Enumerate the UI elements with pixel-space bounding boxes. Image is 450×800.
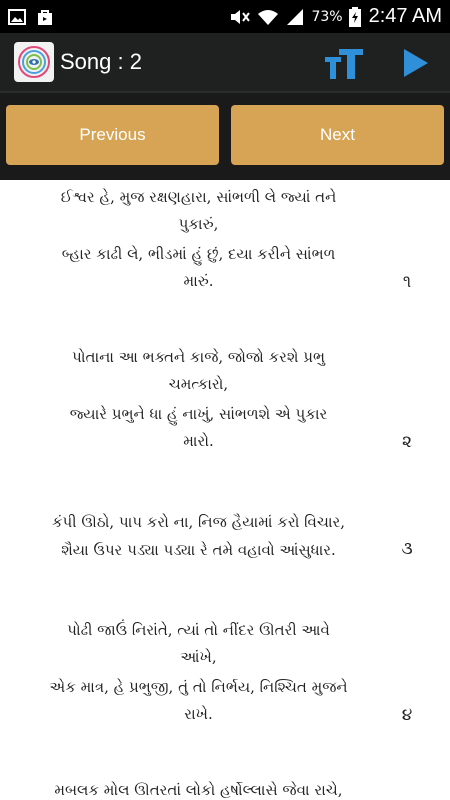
verse-line: પોઢી જાઉં નિરાંતે, ત્યાં તો નીંદર ઊતરી આવે bbox=[67, 621, 330, 639]
status-time: 2:47 AM bbox=[368, 5, 442, 27]
verse-line: પુકારું, bbox=[178, 215, 219, 233]
signal-icon bbox=[285, 8, 305, 26]
previous-button[interactable]: Previous bbox=[6, 105, 219, 165]
verse-line: શૈયા ઉપર પડ્યા પડ્યા રે તમે વહાવો આંસુધાર. bbox=[61, 541, 336, 559]
verse-line: આંખે, bbox=[180, 648, 217, 666]
verse-number: ૩ bbox=[401, 539, 413, 559]
shopping-bag-icon bbox=[36, 8, 54, 26]
next-button[interactable]: Next bbox=[231, 105, 444, 165]
verse-line: રાખે. bbox=[184, 705, 213, 723]
verse-line: જ્યારે પ્રભુને ધા હું નાખું, સાંભળશે એ પુકાર bbox=[69, 405, 328, 423]
verse-number: ૧ bbox=[402, 272, 412, 292]
verse-line: મારું. bbox=[183, 272, 214, 290]
wifi-icon bbox=[257, 8, 279, 26]
play-icon bbox=[400, 45, 432, 81]
battery-charging-icon bbox=[349, 7, 361, 27]
verse-line: એક માત્ર, હે પ્રભુજી, તું તો નિર્ભય, નિશ્ચિત મુજને bbox=[49, 678, 348, 696]
verse-line: કંપી ઊઠો, પાપ કરો ના, નિજ હૈયામાં કરો વિચાર, bbox=[51, 513, 346, 531]
text-size-button[interactable] bbox=[323, 43, 365, 83]
play-button[interactable] bbox=[400, 45, 432, 81]
app-bar bbox=[0, 33, 450, 93]
verse-line: મબલક મોલ ઊતરતાં લોકો હર્ષોલ્લાસે જેવા રાચે, bbox=[54, 781, 343, 799]
verse-line: ઈશ્વર હે, મુજ રક્ષણહારા, સાંભળી લે જ્યાં તને bbox=[60, 188, 337, 206]
status-bar bbox=[0, 0, 450, 33]
status-left-icons bbox=[8, 8, 54, 26]
battery-percent: 73% bbox=[311, 8, 343, 25]
gallery-icon bbox=[8, 9, 26, 25]
text-size-icon bbox=[323, 43, 365, 83]
navigation-bar bbox=[0, 93, 450, 180]
app-logo-icon[interactable] bbox=[14, 42, 54, 82]
verse-line: બ્હાર કાઢી લે, ભીડમાં હું છું, દયા કરીને સાંભળ bbox=[61, 245, 336, 263]
song-title: Song : 2 bbox=[60, 49, 142, 74]
song-lyrics[interactable] bbox=[0, 180, 450, 800]
mute-icon bbox=[229, 8, 251, 26]
verse-line: ચમત્કારો, bbox=[168, 375, 229, 393]
verse-number: ૪ bbox=[401, 705, 413, 725]
status-right-icons bbox=[229, 5, 442, 28]
verse-line: પોતાના આ ભક્તને કાજે, જોજો કરશે પ્રભુ bbox=[72, 348, 325, 366]
verse-line: મારો. bbox=[183, 432, 214, 450]
verse-number: ૨ bbox=[402, 432, 412, 452]
